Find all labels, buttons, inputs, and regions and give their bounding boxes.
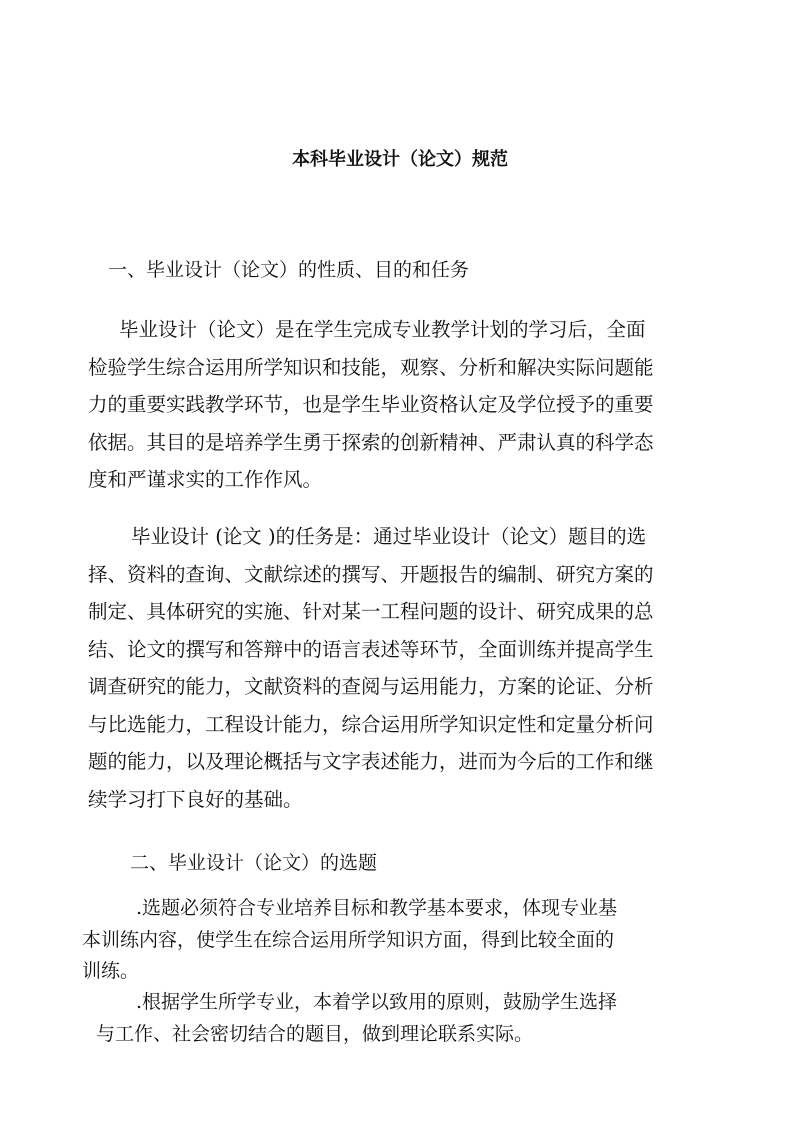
paragraph-line: 题的能力，以及理论概括与文字表述能力，进而为今后的工作和继	[88, 750, 654, 773]
section-heading-2: 二、毕业设计（论文）的选题	[130, 852, 378, 874]
paragraph-tasks	[88, 518, 668, 818]
paragraph-line: 毕业设计 (论文 )的任务是：通过毕业设计（论文）题目的选	[131, 525, 647, 548]
list-item-line: .根据学生所学专业，本着学以致用的原则，鼓励学生选择	[136, 991, 618, 1013]
list-item-line: 训练。	[82, 960, 140, 982]
list-item-line: .选题必须符合专业培养目标和教学基本要求，体现专业基	[136, 897, 618, 919]
list-item-line: 与工作、社会密切结合的题目，做到理论联系实际。	[96, 1022, 534, 1045]
paragraph-line: 与比选能力，工程设计能力，综合运用所学知识定性和定量分析问	[88, 712, 654, 736]
paragraph-line: 力的重要实践教学环节，也是学生毕业资格认定及学位授予的重要	[88, 393, 654, 416]
paragraph-line: 择、资料的查询、文献综述的撰写、开题报告的编制、研究方案的	[88, 562, 654, 586]
paragraph-nature-purpose	[88, 311, 668, 499]
paragraph-line: 毕业设计（论文）是在学生完成专业教学计划的学习后，全面	[119, 318, 646, 341]
list-item-line: 本训练内容，使学生在综合运用所学知识方面，得到比较全面的	[82, 928, 615, 951]
paragraph-line: 制定、具体研究的实施、针对某一工程问题的设计、研究成果的总	[88, 600, 654, 623]
paragraph-line: 续学习打下良好的基础。	[88, 787, 303, 811]
document-title: 本科毕业设计（论文）规范	[292, 149, 508, 170]
list-item-topic-requirement	[82, 893, 672, 988]
paragraph-line: 结、论文的撰写和答辩中的语言表述等环节，全面训练并提高学生	[88, 637, 654, 661]
section-heading-1: 一、毕业设计（论文）的性质、目的和任务	[108, 259, 470, 281]
paragraph-line: 调查研究的能力，文献资料的查阅与运用能力，方案的论证、分析	[88, 675, 654, 698]
list-item-topic-practice	[82, 987, 672, 1050]
paragraph-line: 检验学生综合运用所学知识和技能，观察、分析和解决实际问题能	[88, 355, 654, 379]
paragraph-line: 度和严谨求实的工作作风。	[88, 468, 323, 491]
paragraph-line: 依据。其目的是培养学生勇于探索的创新精神、严肃认真的科学态	[88, 430, 654, 454]
